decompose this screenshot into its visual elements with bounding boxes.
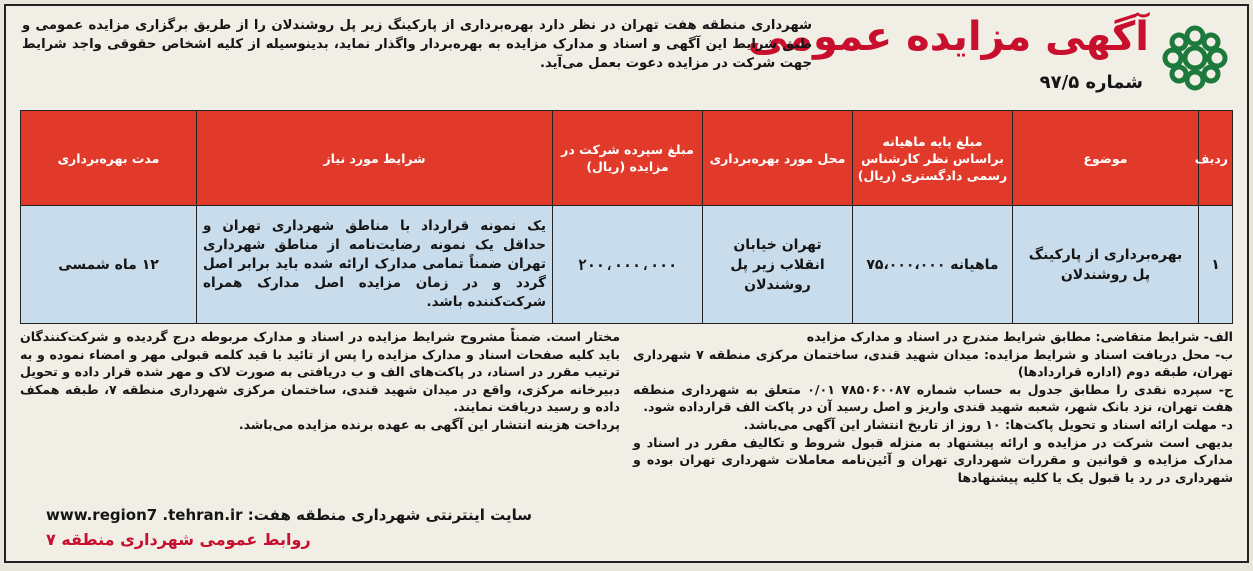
term-d <box>633 416 1233 434</box>
header-base-price: مبلغ پایه ماهیانه براساس نظر کارشناس رسمی دادگستری (ریال) <box>853 111 1013 206</box>
notice-title: آگهی مزایده عمومی <box>747 14 1149 60</box>
header-location: محل مورد بهره‌برداری <box>703 111 853 206</box>
cell-conditions: یک نمونه قرارداد با مناطق شهرداری تهران و حداقل یک نمونه رضایت‌نامه از مناطق شهرداری تهران ضمناً تمامی مدارک ارائه شده باید برابر اصل گردد و در زمان مزایده اصل مدارک همراه شرکت‌کننده باشد. <box>197 206 553 324</box>
table-row <box>21 206 1233 324</box>
cell-row-number: ۱ <box>1199 206 1233 324</box>
website-line <box>46 506 532 524</box>
term-e: بدیهی است شرکت در مزایده و ارائه پیشنهاد به منزله قبول شروط و تکالیف مقرر در اسناد و مدارک مزایده و قوانین و مقررات شهرداری تهران و آئین‌نامه معاملات شهرداری تهران بوده و شهرداری در رد یا قبول یک یا کلیه پیشنهادها <box>633 434 1233 485</box>
cell-subject: بهره‌برداری از پارکینگ پل روشندلان <box>1013 206 1199 324</box>
term-b <box>633 346 1233 381</box>
notice-number: شماره ۹۷/۵ <box>1039 72 1143 93</box>
term-a-label: الف- شرایط متقاضی: <box>1095 329 1233 344</box>
auction-notice <box>4 4 1249 563</box>
term-g: پرداخت هزینه انتشار این آگهی به عهده برنده مزایده می‌باشد. <box>238 416 620 432</box>
cell-duration: ۱۲ ماه شمسی <box>21 206 197 324</box>
cell-location: تهران خیابان انقلاب زیر پل روشندلان <box>703 206 853 324</box>
cell-deposit: ۲۰۰،۰۰۰،۰۰۰ <box>553 206 703 324</box>
term-a-text: مطابق شرایط مندرج در اسناد و مدارک مزایده <box>806 329 1092 344</box>
term-d-label: د- مهلت ارائه اسناد و تحویل پاکت‌ها: <box>1005 416 1233 432</box>
municipality-logo-icon <box>1159 22 1231 94</box>
term-b-label: ب- محل دریافت اسناد و شرایط مزایده: <box>984 346 1234 362</box>
header-row-number: ردیف <box>1199 111 1233 206</box>
cell-base-price: ماهیانه ۷۵،۰۰۰،۰۰۰ <box>853 206 1013 324</box>
notice-header <box>12 10 1241 108</box>
header-deposit: مبلغ سپرده شرکت در مزایده (ریال) <box>553 111 703 206</box>
term-b-text: میدان شهید قندی، ساختمان مرکزی منطقه ۷ شهرداری تهران، طبقه دوم (اداره قراردادها) <box>633 346 1233 380</box>
table-header-row <box>21 111 1233 206</box>
term-a <box>633 328 1233 346</box>
term-d-text: ۱۰ روز از تاریخ انتشار این آگهی می‌باشد. <box>743 416 1001 432</box>
term-f: مختار است. ضمناً مشروح شرایط مزایده در اسناد و مدارک مربوطه درج گردیده و شرکت‌کنندگان باید کلیه صفحات اسناد و مدارک مزایده را پس از تائید با قید کلمه قبولی مهر و امضاء نموده و به ترتیب مقرر در اسناد، در پاکت‌های الف و ب دریافتی به صورت لاک و مهر شده قرار داده و تحویل دبیرخانه مرکزی، واقع در میدان شهید قندی، ساختمان مرکزی شهرداری منطقه ۷، طبقه همکف داده و رسید دریافت نمایند. <box>20 329 620 415</box>
term-c: ج- سپرده نقدی را مطابق جدول به حساب شماره ۷۸۵۰۶۰۰۸۷ ۰/۰۱ متعلق به شهرداری منطقه هفت تهران، نزد بانک شهر، شعبه شهید قندی واریز و اصل رسید آن در پاکت الف قرارداده شود. <box>633 381 1233 415</box>
auction-table <box>20 110 1233 324</box>
header-conditions: شرایط مورد نیاز <box>197 111 553 206</box>
terms-right-column <box>633 328 1233 486</box>
website-url[interactable]: www.region7 .tehran.ir <box>46 506 243 524</box>
public-relations-signature: روابط عمومی شهرداری منطقه ۷ <box>46 530 311 549</box>
notice-intro: شهرداری منطقه هفت تهران در نظر دارد بهره‌برداری از پارکینگ زیر پل روشندلان را از طریق برگزاری مزایده عمومی و طبق شرایط این آگهی و اسناد و مدارک مزایده به بهره‌بردار واگذار نماید، بدینوسیله از کلیه اشخاص حقوقی واجد شرایط جهت شرکت در مزایده دعوت بعمل می‌آید. <box>22 18 812 71</box>
header-duration: مدت بهره‌برداری <box>21 111 197 206</box>
website-label: سایت اینترنتی شهرداری منطقه هفت: <box>247 506 533 524</box>
terms-left-column <box>20 328 620 434</box>
header-subject: موضوع <box>1013 111 1199 206</box>
